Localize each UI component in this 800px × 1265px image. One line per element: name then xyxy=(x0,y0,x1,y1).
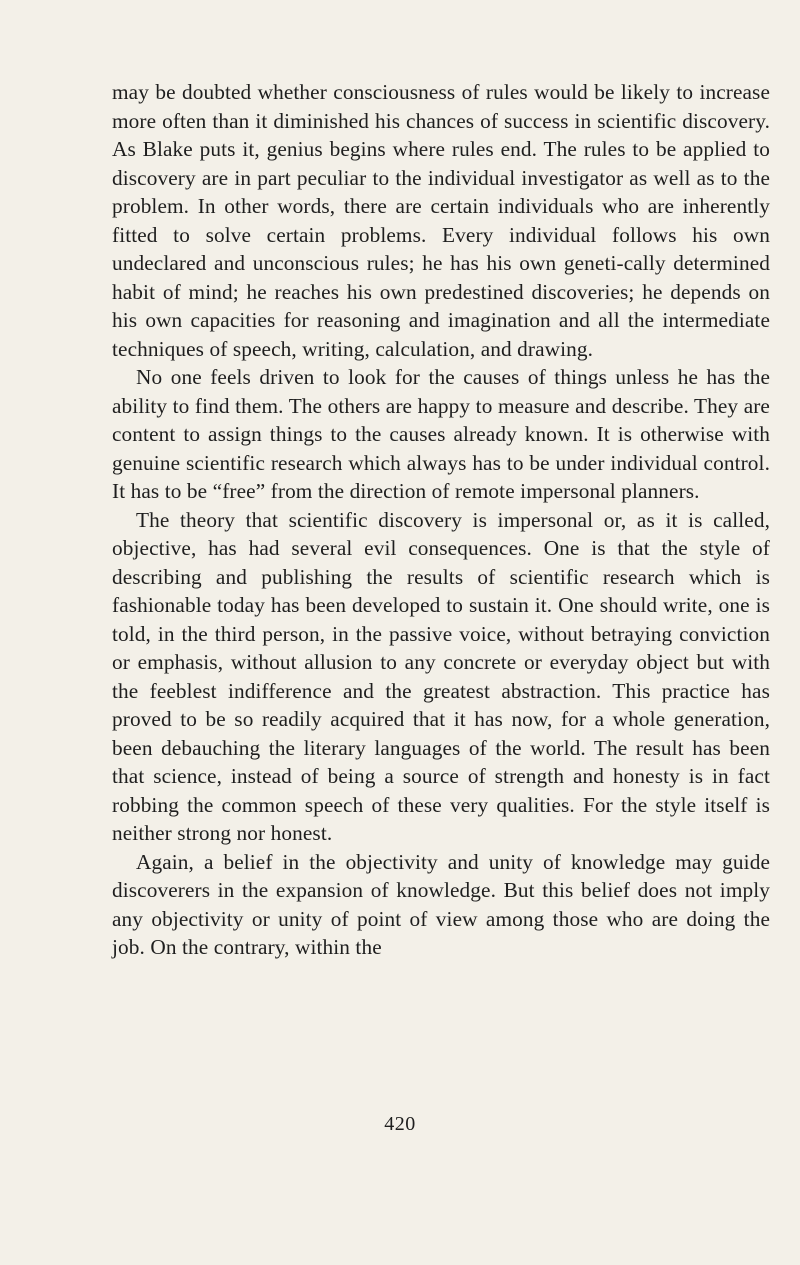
page-number: 420 xyxy=(384,1113,416,1135)
paragraph-continued: may be doubted whether consciousness of rules would be likely to increase more often than it diminished his chances of success in scientific discovery. As Blake puts it, genius begins where rules end. The rules to be applied to discovery are in part peculiar to the individual investigator as well as to the problem. In other words, there are certain individuals who are inherently fitted to solve certain problems. Every individual follows his own undeclared and unconscious rules; he has his own geneti-cally determined habit of mind; he reaches his own predestined discoveries; he depends on his own capacities for reasoning and imagination and all the intermediate techniques of speech, writing, calculation, and drawing. xyxy=(112,80,770,361)
body-text xyxy=(112,78,770,962)
paragraph-impersonal-theory: The theory that scientific discovery is impersonal or, as it is called, objective, has had several evil consequences. One is that the style of describing and publishing the results of scientific research which is fashionable today has been developed to sustain it. One should write, one is told, in the third person, in the passive voice, without betraying conviction or emphasis, without allusion to any concrete or everyday object but with the feeblest indifference and the greatest abstraction. This practice has proved to be so readily acquired that it has now, for a whole generation, been debauching the literary languages of the world. The result has been that science, instead of being a source of strength and honesty is in fact robbing the common speech of these very qualities. For the style itself is neither strong nor honest. xyxy=(112,507,770,845)
paragraph-objectivity: Again, a belief in the objectivity and unity of knowledge may guide discoverers in the expansion of knowledge. But this belief does not imply any objectivity or unity of point of view among those who are doing the job. On the contrary, within the xyxy=(112,849,770,959)
paragraph-causes: No one feels driven to look for the causes of things unless he has the ability to find them. The others are happy to measure and describe. They are content to assign things to the causes already known. It is otherwise with genuine scientific research which always has to be under individual control. It has to be “free” from the direction of remote impersonal planners. xyxy=(112,365,770,503)
